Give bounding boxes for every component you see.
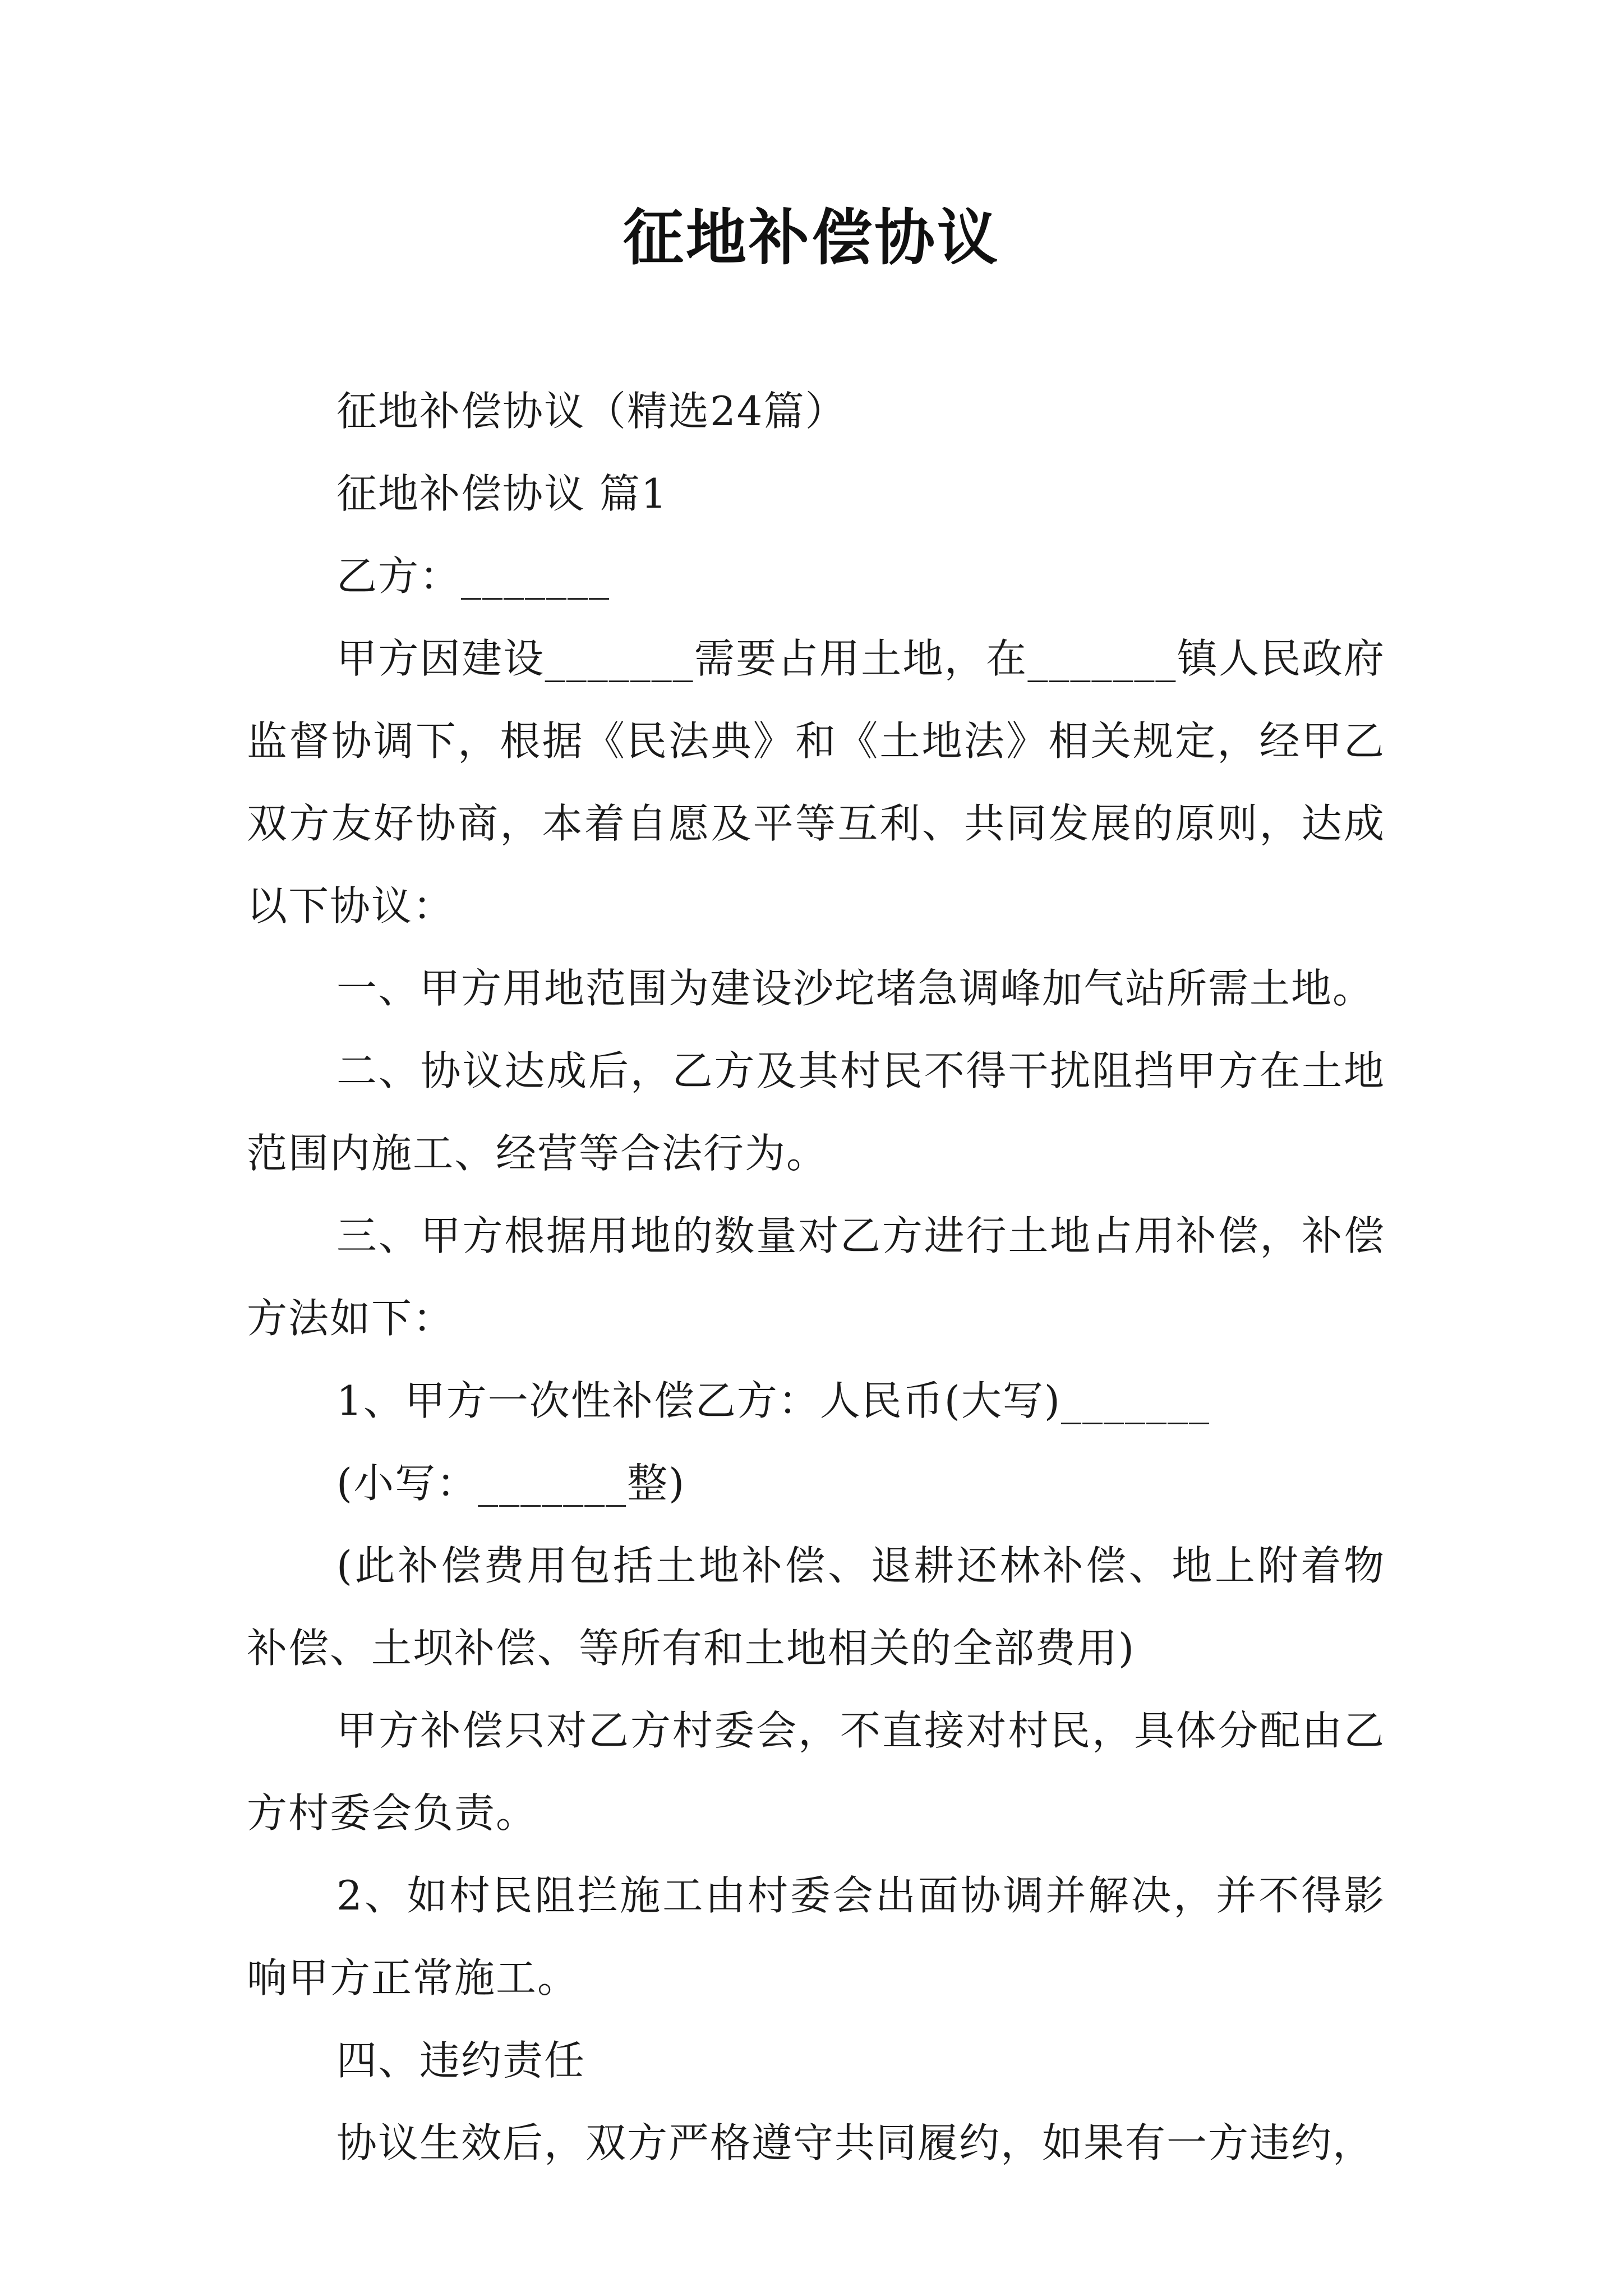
paragraph-distribution: 甲方补偿只对乙方村委会，不直接对村民，具体分配由乙方村委会负责。 xyxy=(247,1707,1385,1837)
paragraph-party-b: 乙方：_______ xyxy=(336,553,611,600)
paragraph-subtitle: 征地补偿协议（精选24篇） xyxy=(336,388,847,435)
paragraph-item-1: 1、甲方一次性补偿乙方：人民币(大写)_______ xyxy=(336,1377,1210,1424)
paragraph-clause-4-heading: 四、违约责任 xyxy=(336,2037,586,2084)
paragraph-preamble: 甲方因建设_______需要占用土地，在_______镇人民政府监督协调下，根据《民法典》和《土地法》相关规定，经甲乙双方友好协商，本着自愿及平等互利、共同发展的原则，达成以下协议： xyxy=(247,635,1385,930)
paragraph-amount-lower: (小写：_______整) xyxy=(336,1460,686,1507)
paragraph-amount-note: (此补偿费用包括土地补偿、退耕还林补偿、地上附着物补偿、土坝补偿、等所有和土地相关的全部费用) xyxy=(247,1542,1385,1672)
document-body xyxy=(247,370,1385,2184)
paragraph-clause-3: 三、甲方根据用地的数量对乙方进行土地占用补偿，补偿方法如下： xyxy=(247,1212,1385,1342)
paragraph-item-2: 2、如村民阻拦施工由村委会出面协调并解决，并不得影响甲方正常施工。 xyxy=(247,1872,1385,2001)
paragraph-clause-1: 一、甲方用地范围为建设沙坨堵急调峰加气站所需土地。 xyxy=(336,965,1375,1012)
document-title: 征地补偿协议 xyxy=(623,203,1000,273)
paragraph-clause-2: 二、协议达成后，乙方及其村民不得干扰阻挡甲方在土地范围内施工、经营等合法行为。 xyxy=(247,1047,1385,1177)
paragraph-breach: 协议生效后，双方严格遵守共同履约，如果有一方违约， xyxy=(336,2119,1375,2166)
paragraph-section-heading: 征地补偿协议 篇1 xyxy=(336,470,668,517)
